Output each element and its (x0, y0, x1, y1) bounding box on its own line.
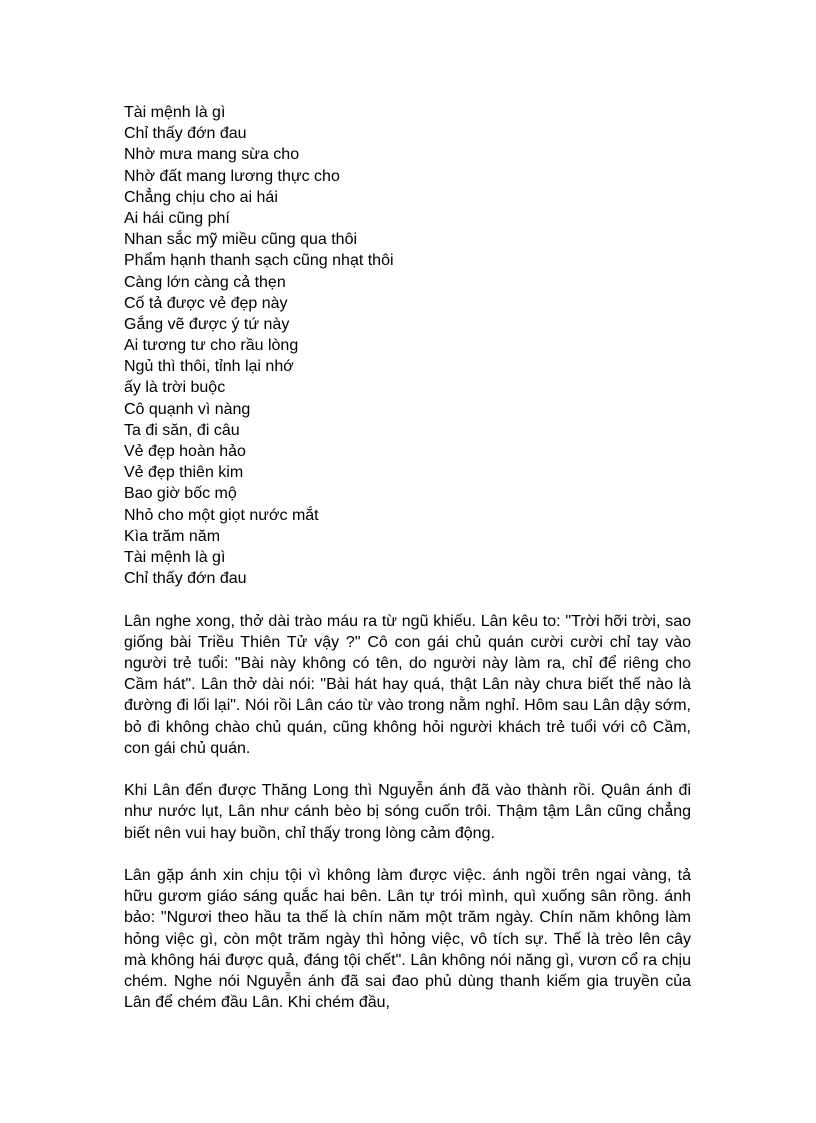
document-page (124, 102, 691, 1013)
poem-line: Tài mệnh là gì (124, 548, 226, 566)
paragraph-lan-meets-anh: Lân gặp ánh xin chịu tội vì không làm được việc. ánh ngồi trên ngai vàng, tả hữu gươm giáo sáng quắc hai bên. Lân tự trói mình, quì xuống sân rồng. ánh bảo: "Ngươi theo hầu ta thế là chín năm một trăm ngày. Chín năm không làm hỏng việc gì, còn một trăm ngày thì hỏng việc, vô tích sự. Thế là trèo lên cây mà không hái được quả, đáng tội chết". Lân không nói năng gì, vươn cổ ra chịu chém. Nghe nói Nguyễn ánh đã sai đao phủ dùng thanh kiếm gia truyền của Lân để chém đầu Lân. Khi chém đầu, (124, 866, 691, 1012)
paragraph-lan-listens: Lân nghe xong, thở dài trào máu ra từ ngũ khiếu. Lân kêu to: "Trời hỡi trời, sao giống bài Triều Thiên Tử vậy ?" Cô con gái chủ quán cười cười chỉ tay vào người trẻ tuổi: "Bài này không có tên, do người này làm ra, chỉ để riêng cho Cầm hát". Lân thở dài nói: "Bài hát hay quá, thật Lân này chưa biết thế nào là đường đi lối lại". Nói rồi Lân cáo từ vào trong nằm nghỉ. Hôm sau Lân dậy sớm, bỏ đi không chào chủ quán, cũng không hỏi người khách trẻ tuổi với cô Cầm, con gái chủ quán. (124, 612, 691, 757)
poem-line: Nhờ mưa mang sừa cho (124, 146, 300, 164)
poem-line: Nhỏ cho một giọt nước mắt (124, 506, 319, 524)
poem-line: Nhan sắc mỹ miều cũng qua thôi (124, 231, 358, 249)
poem-line: Bao giờ bốc mộ (124, 485, 237, 503)
poem-line: Kìa trăm năm (124, 527, 221, 545)
poem-block (124, 102, 691, 589)
poem-line: Ai hái cũng phí (124, 209, 230, 227)
poem-line: Chỉ thấy đớn đau (124, 125, 247, 143)
poem-line: ấy là trời buộc (124, 379, 226, 397)
poem-line: Nhờ đất mang lương thực cho (124, 167, 340, 185)
poem-line: Ai tương tư cho rầu lòng (124, 337, 299, 355)
poem-line: Gắng vẽ được ý tứ này (124, 315, 290, 333)
poem-line: Càng lớn càng cả thẹn (124, 273, 286, 291)
poem-line: Tài mệnh là gì (124, 104, 226, 121)
poem-line: Chỉ thấy đớn đau (124, 570, 247, 588)
poem-line: Chẳng chịu cho ai hái (124, 188, 278, 206)
poem-line: Ta đi săn, đi câu (124, 421, 240, 439)
poem-line: Cô quạnh vì nàng (124, 400, 251, 418)
poem-line: Ngủ thì thôi, tỉnh lại nhớ (124, 358, 294, 376)
poem-line: Vẻ đẹp hoàn hảo (124, 443, 246, 460)
poem-line: Phẩm hạnh thanh sạch cũng nhạt thôi (124, 252, 394, 270)
poem-line: Cố tả được vẻ đẹp này (124, 294, 288, 312)
poem-line: Vẻ đẹp thiên kim (124, 464, 244, 482)
paragraph-thang-long: Khi Lân đến được Thăng Long thì Nguyễn ánh đã vào thành rồi. Quân ánh đi như nước lụt, Lân như cánh bèo bị sóng cuốn trôi. Thậm tậm Lân cũng chẳng biết nên vui hay buồn, chỉ thấy trong lòng cảm động. (124, 782, 691, 842)
